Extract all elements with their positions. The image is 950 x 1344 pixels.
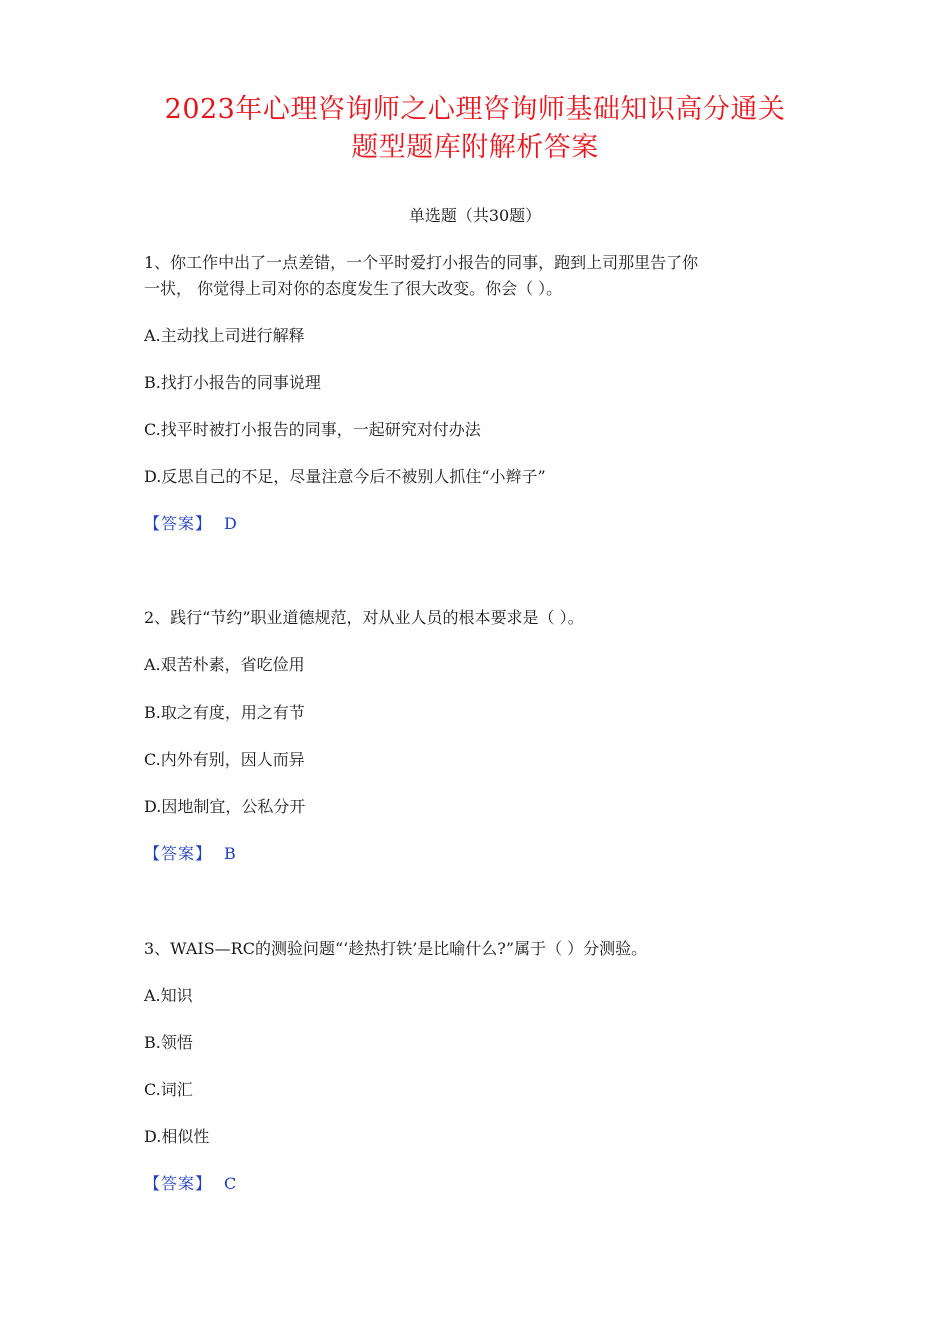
answer-tag: 【答案】 — [144, 1174, 213, 1193]
question-2-option-a: A.艰苦朴素，省吃俭用 — [144, 655, 305, 674]
question-1-stem-line-1: 1、你工作中出了一点差错，一个平时爱打小报告的同事，跑到上司那里告了你 — [144, 253, 699, 272]
question-1-answer — [144, 513, 237, 535]
question-2-stem: 2、践行“节约”职业道德规范，对从业人员的根本要求是（ ）。 — [144, 608, 584, 627]
answer-tag: 【答案】 — [144, 514, 213, 533]
question-2-option-b: B.取之有度，用之有节 — [144, 703, 305, 722]
question-1-stem-line-2: 一状， 你觉得上司对你的态度发生了很大改变。你会（ ）。 — [144, 279, 563, 298]
question-3-option-c: C.词汇 — [144, 1080, 193, 1099]
question-2-option-d: D.因地制宜，公私分开 — [144, 797, 306, 816]
question-3-option-d: D.相似性 — [144, 1127, 210, 1146]
answer-value: B — [224, 844, 236, 863]
question-1-option-a: A.主动找上司进行解释 — [144, 326, 305, 345]
question-3-option-a: A.知识 — [144, 986, 193, 1005]
question-3-answer — [144, 1173, 236, 1195]
question-2-answer — [144, 843, 236, 865]
question-1-option-b: B.找打小报告的同事说理 — [144, 373, 321, 392]
question-3-option-b: B.领悟 — [144, 1033, 193, 1052]
answer-value: C — [224, 1174, 237, 1193]
question-2-option-c: C.内外有别，因人而异 — [144, 750, 305, 769]
question-1-option-c: C.找平时被打小报告的同事，一起研究对付办法 — [144, 420, 481, 439]
section-heading: 单选题（共30题） — [408, 206, 542, 225]
answer-tag: 【答案】 — [144, 844, 213, 863]
document-title-line-2: 题型题库附解析答案 — [351, 132, 599, 163]
question-1-option-d: D.反思自己的不足，尽量注意今后不被别人抓住“小辫子” — [144, 467, 546, 486]
question-3-stem: 3、WAIS—RC的测验问题“‘趁热打铁’是比喻什么?”属于（ ）分测验。 — [144, 939, 648, 958]
answer-value: D — [224, 514, 237, 533]
document-title-line-1: 2023年心理咨询师之心理咨询师基础知识高分通关 — [164, 94, 786, 125]
